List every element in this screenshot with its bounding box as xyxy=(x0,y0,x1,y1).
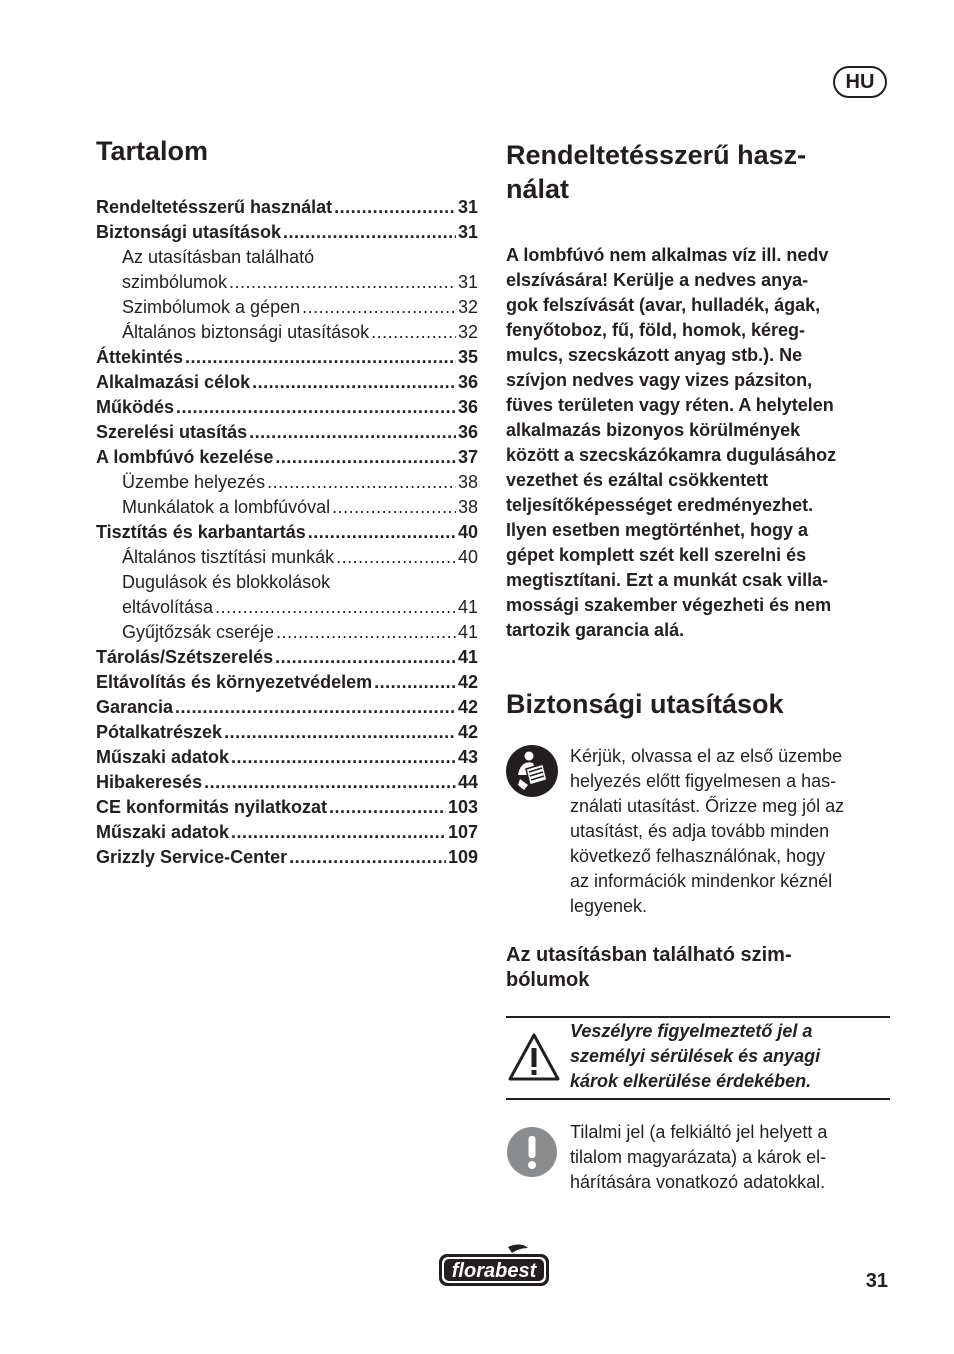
toc-entry[interactable]: A lombfúvó kezelése ..... 37 xyxy=(96,445,478,470)
toc-entry[interactable]: CE konformitás nyilatkozat ..... 103 xyxy=(96,795,478,820)
florabest-logo xyxy=(436,1243,552,1289)
svg-text:florabest: florabest xyxy=(451,1260,537,1282)
toc-entry[interactable]: eltávolítása ..... 41 xyxy=(96,595,478,620)
toc-entry[interactable]: Tisztítás és karbantartás ..... 40 xyxy=(96,520,478,545)
divider-top xyxy=(506,1016,890,1018)
warning-triangle-icon xyxy=(507,1032,561,1082)
toc-entry[interactable]: Általános tisztítási munkák ..... 40 xyxy=(96,545,478,570)
toc-entry[interactable]: Gyűjtőzsák cseréje ..... 41 xyxy=(96,620,478,645)
toc-entry[interactable]: Eltávolítás és környezetvédelem ..... 42 xyxy=(96,670,478,695)
toc-entry[interactable]: Működés ..... 36 xyxy=(96,395,478,420)
intended-use-paragraph: A lombfúvó nem alkalmas víz ill. nedv elszívására! Kerülje a nedves anya- gok felszívását (avar, hulladék, ágak, fenyőtoboz, fű, föld, homok, kéreg- mulcs, szecskázott anyag stb.). Ne szívjon nedves vagy vizes pázsiton, füves területen vagy réten. A helytelen alkalmazás bizonyos körülmények között a szecskázókamra dugulásához vezethet és ezáltal csökkentett teljesítőképességet eredményezhet. Ilyen esetben megtörténhet, hogy a gépet komplett szét kell szerelni és megtisztítani. Ezt a munkát csak villa- mossági szakember végezheti és nem tartozik garancia alá. xyxy=(506,245,837,640)
exclamation-circle-icon xyxy=(507,1127,557,1177)
toc-entry[interactable]: Rendeltetésszerű használat ..... 31 xyxy=(96,195,478,220)
table-of-contents xyxy=(96,195,478,870)
symbols-heading: Az utasításban található szim- bólumok xyxy=(506,944,792,991)
toc-entry[interactable]: Általános biztonsági utasítások ..... 32 xyxy=(96,320,478,345)
toc-entry[interactable]: Műszaki adatok ..... 107 xyxy=(96,820,478,845)
prohibition-symbol-description: Tilalmi jel (a felkiáltó jel helyett a tilalom magyarázata) a károk el- hárítására vonatkozó adatokkal. xyxy=(570,1122,828,1192)
page-number: 31 xyxy=(865,1270,888,1292)
toc-title: Tartalom xyxy=(96,136,209,166)
toc-entry[interactable]: Tárolás/Szétszerelés ..... 41 xyxy=(96,645,478,670)
read-manual-notice: Kérjük, olvassa el az első üzembe helyezés előtt figyelmesen a has- ználati utasítást. Őrizze meg jól az utasítást, és adja tovább minden következő felhasználónak, hogy az információk mindenkor kéznél legyenek. xyxy=(570,746,845,916)
divider-bottom xyxy=(506,1098,890,1100)
toc-entry[interactable]: Pótalkatrészek ..... 42 xyxy=(96,720,478,745)
toc-entry[interactable]: Az utasításban található xyxy=(122,247,315,267)
toc-entry[interactable]: szimbólumok ..... 31 xyxy=(96,270,478,295)
warning-symbol-description: Veszélyre figyelmeztető jel a személyi sérülések és anyagi károk elkerülése érdekében. xyxy=(570,1021,821,1091)
toc-entry[interactable]: Grizzly Service-Center ..... 109 xyxy=(96,845,478,870)
language-badge: HU xyxy=(833,66,887,98)
toc-entry[interactable]: Áttekintés ..... 35 xyxy=(96,345,478,370)
toc-entry[interactable]: Szimbólumok a gépen ..... 32 xyxy=(96,295,478,320)
toc-entry[interactable]: Üzembe helyezés ..... 38 xyxy=(96,470,478,495)
toc-entry[interactable]: Garancia ..... 42 xyxy=(96,695,478,720)
toc-entry[interactable]: Munkálatok a lombfúvóval ..... 38 xyxy=(96,495,478,520)
read-manual-icon xyxy=(506,745,558,797)
toc-entry[interactable]: Hibakeresés ..... 44 xyxy=(96,770,478,795)
toc-entry[interactable]: Műszaki adatok ..... 43 xyxy=(96,745,478,770)
toc-entry[interactable]: Biztonsági utasítások ..... 31 xyxy=(96,220,478,245)
toc-entry[interactable]: Alkalmazási célok ..... 36 xyxy=(96,370,478,395)
toc-entry[interactable]: Dugulások és blokkolások xyxy=(122,572,331,592)
intended-use-heading: Rendeltetésszerű hasz- nálat xyxy=(506,140,807,204)
toc-entry[interactable]: Szerelési utasítás ..... 36 xyxy=(96,420,478,445)
safety-heading: Biztonsági utasítások xyxy=(506,689,784,719)
